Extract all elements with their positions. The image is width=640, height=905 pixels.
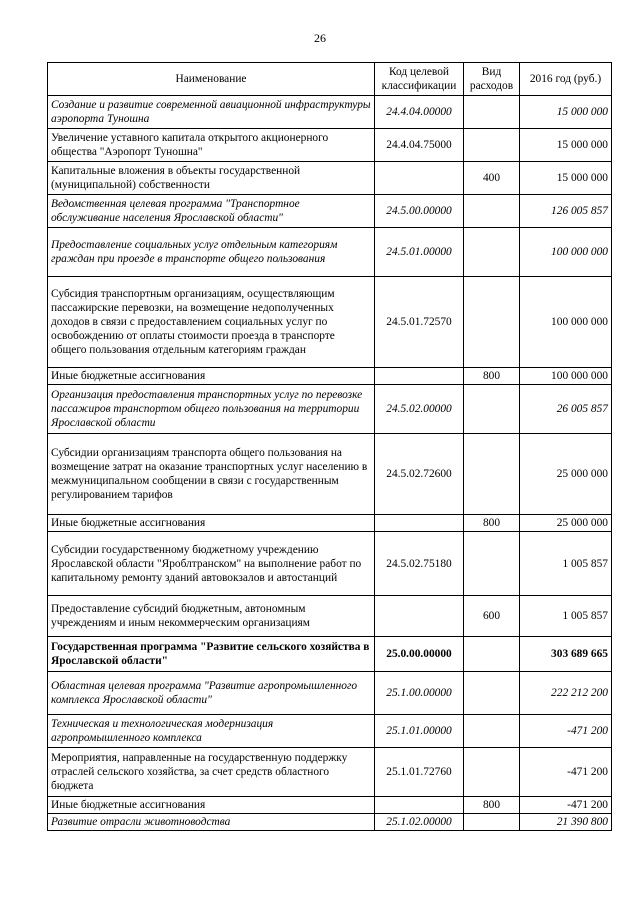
table-row — [48, 277, 612, 368]
row-name: Областная целевая программа "Развитие агропромышленного комплекса Ярославской области" — [48, 672, 375, 715]
row-name: Иные бюджетные ассигнования — [48, 515, 375, 532]
row-expense-type — [464, 672, 520, 715]
table-row — [48, 596, 612, 637]
row-code: 25.1.02.00000 — [375, 814, 464, 831]
row-amount: 1 005 857 — [520, 532, 612, 596]
row-expense-type — [464, 532, 520, 596]
header-sum: 2016 год (руб.) — [520, 63, 612, 96]
budget-table — [47, 62, 612, 831]
row-expense-type: 400 — [464, 162, 520, 195]
row-code: 25.1.01.72760 — [375, 748, 464, 797]
row-code: 24.5.02.00000 — [375, 385, 464, 434]
row-amount: 26 005 857 — [520, 385, 612, 434]
row-amount: 100 000 000 — [520, 277, 612, 368]
row-name: Капитальные вложения в объекты государственной (муниципальной) собственности — [48, 162, 375, 195]
row-code: 24.5.00.00000 — [375, 195, 464, 228]
row-expense-type — [464, 228, 520, 277]
row-expense-type — [464, 277, 520, 368]
row-name: Создание и развитие современной авиационной инфраструктуры аэропорта Туношна — [48, 96, 375, 129]
row-amount: -471 200 — [520, 715, 612, 748]
row-name: Техническая и технологическая модернизация агропромышленного комплекса — [48, 715, 375, 748]
row-amount: 126 005 857 — [520, 195, 612, 228]
row-name: Субсидия транспортным организациям, осуществляющим пассажирские перевозки, на возмещение недополученных доходов в связи с предоставлением социальных услуг по освобождению от оплаты стоимости проезда в транспорте общего пользования отдельным категориям граждан — [48, 277, 375, 368]
row-amount: 15 000 000 — [520, 96, 612, 129]
table-row — [48, 748, 612, 797]
row-code — [375, 515, 464, 532]
row-code: 25.0.00.00000 — [375, 637, 464, 672]
row-amount: 100 000 000 — [520, 368, 612, 385]
row-amount: 15 000 000 — [520, 129, 612, 162]
row-name: Развитие отрасли животноводства — [48, 814, 375, 831]
row-name: Иные бюджетные ассигнования — [48, 368, 375, 385]
row-expense-type — [464, 637, 520, 672]
row-amount: 100 000 000 — [520, 228, 612, 277]
table-row — [48, 228, 612, 277]
table-row — [48, 532, 612, 596]
row-amount: -471 200 — [520, 748, 612, 797]
row-expense-type — [464, 195, 520, 228]
row-name: Увеличение уставного капитала открытого акционерного общества "Аэропорт Туношна" — [48, 129, 375, 162]
header-type: Вид расходов — [464, 63, 520, 96]
header-code: Код целевой классификации — [375, 63, 464, 96]
row-amount: 303 689 665 — [520, 637, 612, 672]
row-expense-type — [464, 715, 520, 748]
table-row — [48, 515, 612, 532]
row-code: 24.5.01.72570 — [375, 277, 464, 368]
row-code — [375, 368, 464, 385]
row-amount: 21 390 800 — [520, 814, 612, 831]
row-expense-type — [464, 814, 520, 831]
table-row — [48, 368, 612, 385]
page-number: 26 — [314, 31, 326, 45]
table-row — [48, 96, 612, 129]
row-code — [375, 797, 464, 814]
table-row — [48, 434, 612, 515]
row-amount: 25 000 000 — [520, 434, 612, 515]
row-code: 24.5.02.75180 — [375, 532, 464, 596]
table-row — [48, 129, 612, 162]
table-row — [48, 715, 612, 748]
row-expense-type: 800 — [464, 515, 520, 532]
row-name: Мероприятия, направленные на государственную поддержку отраслей сельского хозяйства, за счет средств областного бюджета — [48, 748, 375, 797]
table-body — [48, 96, 612, 831]
table-row — [48, 797, 612, 814]
table-row — [48, 195, 612, 228]
row-name: Государственная программа "Развитие сельского хозяйства в Ярославской области" — [48, 637, 375, 672]
table-row — [48, 385, 612, 434]
row-expense-type — [464, 434, 520, 515]
row-amount: -471 200 — [520, 797, 612, 814]
row-name: Ведомственная целевая программа "Транспортное обслуживание населения Ярославской области" — [48, 195, 375, 228]
row-expense-type — [464, 748, 520, 797]
row-expense-type — [464, 385, 520, 434]
row-name: Иные бюджетные ассигнования — [48, 797, 375, 814]
table-header-row — [48, 63, 612, 96]
row-expense-type — [464, 129, 520, 162]
row-expense-type: 800 — [464, 797, 520, 814]
row-amount: 222 212 200 — [520, 672, 612, 715]
row-code: 24.4.04.00000 — [375, 96, 464, 129]
row-expense-type: 800 — [464, 368, 520, 385]
row-amount: 1 005 857 — [520, 596, 612, 637]
row-name: Субсидии организациям транспорта общего пользования на возмещение затрат на оказание транспортных услуг населению в межмуниципальном сообщении в связи с государственным регулированием тарифов — [48, 434, 375, 515]
row-name: Субсидии государственному бюджетному учреждению Ярославской области "Яроблтранском" на выполнение работ по капитальному ремонту зданий автовокзалов и автостанций — [48, 532, 375, 596]
row-expense-type — [464, 96, 520, 129]
row-code — [375, 162, 464, 195]
table-row — [48, 672, 612, 715]
row-expense-type: 600 — [464, 596, 520, 637]
row-code: 25.1.01.00000 — [375, 715, 464, 748]
row-code: 25.1.00.00000 — [375, 672, 464, 715]
table-row — [48, 814, 612, 831]
row-name: Предоставление субсидий бюджетным, автономным учреждениям и иным некоммерческим организациям — [48, 596, 375, 637]
row-name: Организация предоставления транспортных услуг по перевозке пассажиров транспортом общего пользования на территории Ярославской области — [48, 385, 375, 434]
table-row — [48, 162, 612, 195]
row-code: 24.5.01.00000 — [375, 228, 464, 277]
row-name: Предоставление социальных услуг отдельным категориям граждан при проезде в транспорте общего пользования — [48, 228, 375, 277]
header-name: Наименование — [48, 63, 375, 96]
row-code: 24.5.02.72600 — [375, 434, 464, 515]
row-code: 24.4.04.75000 — [375, 129, 464, 162]
row-amount: 15 000 000 — [520, 162, 612, 195]
table-row — [48, 637, 612, 672]
row-amount: 25 000 000 — [520, 515, 612, 532]
row-code — [375, 596, 464, 637]
